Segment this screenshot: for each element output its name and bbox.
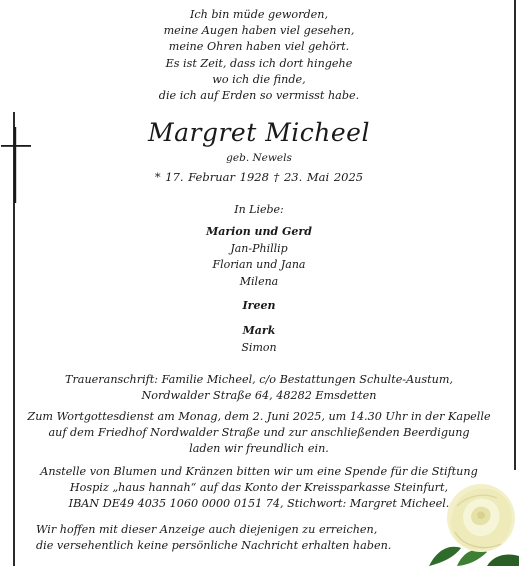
poem-line: wo ich die finde, <box>212 72 306 86</box>
mourner-primary: Ireen <box>242 299 276 313</box>
address-line: Traueranschrift: Familie Micheel, c/o Bestattungen Schulte-Austum, <box>65 373 453 386</box>
poem-line: meine Augen haben viel gesehen, <box>163 24 355 38</box>
frame-line-right <box>514 0 516 470</box>
address-line: Nordwalder Straße 64, 48282 Emsdetten <box>141 389 377 403</box>
mourner-primary: Mark <box>242 323 276 337</box>
service-line: laden wir freundlich ein. <box>189 442 329 456</box>
closing-line: Wir hoffen mit dieser Anzeige auch diejenigen zu erreichen, <box>36 523 378 536</box>
donation-line: Anstelle von Blumen und Kränzen bitten wir um eine Spende für die Stiftung <box>40 465 478 478</box>
deceased-name: Margret Micheel <box>148 118 370 147</box>
mourner-primary: Marion und Gerd <box>206 225 312 238</box>
service-line: auf dem Friedhof Nordwalder Straße und zur anschließenden Beerdigung <box>48 426 470 440</box>
service-notice <box>22 409 496 458</box>
mourners-list <box>22 224 496 356</box>
mourning-address <box>22 372 496 404</box>
mourners-intro: In Liebe: <box>234 203 284 216</box>
rose-icon <box>427 466 519 566</box>
poem <box>22 7 496 104</box>
poem-line: Es ist Zeit, dass ich dort hingehe <box>165 56 353 70</box>
donation-line: IBAN DE49 4035 1060 0000 0151 74, Stichwort: Margret Micheel. <box>68 497 450 511</box>
life-dates: * 17. Februar 1928 † 23. Mai 2025 <box>154 170 364 184</box>
mourner: Simon <box>241 340 277 354</box>
closing-line: die versehentlich keine persönliche Nachricht erhalten haben. <box>36 539 392 553</box>
poem-line: meine Ohren haben viel gehört. <box>168 40 350 54</box>
poem-line: Ich bin müde geworden, <box>189 8 329 21</box>
poem-line: die ich auf Erden so vermisst habe. <box>158 89 360 103</box>
mourner: Milena <box>239 274 279 288</box>
donation-notice <box>22 464 496 513</box>
mourner: Florian und Jana <box>212 258 306 272</box>
service-line: Zum Wortgottesdienst am Monag, dem 2. Juni 2025, um 14.30 Uhr in der Kapelle <box>27 410 491 423</box>
birth-name: geb. Newels <box>226 152 292 164</box>
donation-line: Hospiz „haus hannah“ auf das Konto der Kreissparkasse Steinfurt, <box>69 481 449 495</box>
closing-note <box>36 522 391 555</box>
mourner: Jan-Phillip <box>230 241 288 255</box>
